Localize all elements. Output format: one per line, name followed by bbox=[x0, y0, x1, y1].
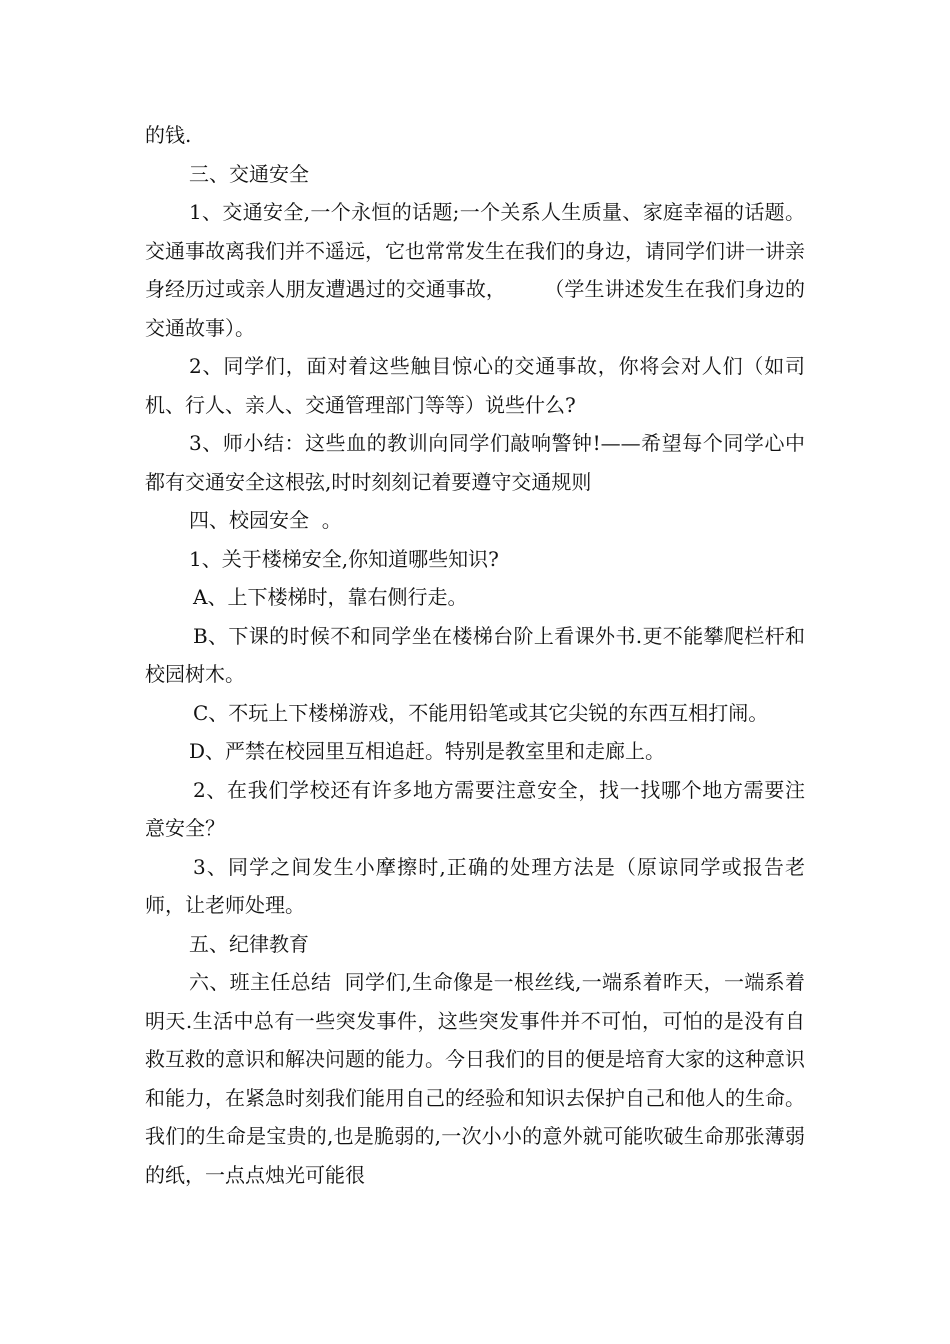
paragraph-traffic-2: 2、同学们，面对着这些触目惊心的交通事故，你将会对人们（如司机、行人、亲人、交通管理部门等等）说些什么? bbox=[145, 354, 805, 417]
paragraph-campus-2: 2、在我们学校还有许多地方需要注意安全，找一找哪个地方需要注意安全？ bbox=[145, 777, 805, 840]
paragraph-traffic-1: 1、交通安全,一个永恒的话题;一个关系人生质量、家庭幸福的话题。 交通事故离我们并不遥远，它也常常发生在我们的身边，请同学们讲一讲亲身经历过或亲人朋友遭遇过的交通事故， （学生讲述发生在我们身边的交通故事）。 bbox=[145, 200, 812, 340]
paragraph-campus-1: 1、关于楼梯安全,你知道哪些知识? bbox=[189, 546, 499, 571]
document-body bbox=[145, 116, 818, 1194]
paragraph-summary: 六、班主任总结 同学们,生命像是一根丝线,一端系着昨天，一端系着明天.生活中总有一些突发事件，这些突发事件并不可怕，可怕的是没有自救互救的意识和解决问题的能力。今日我们的目的便是培育大家的这种意识和能力，在紧急时刻我们能用自己的经验和知识去保护自己和他人的生命。 我们的生命是宝贵的,也是脆弱的,一次小小的意外就可能吹破生命那张薄弱的纸，一点点烛光可能很 bbox=[145, 970, 818, 1187]
list-item-a: A、上下楼梯时，靠右侧行走。 bbox=[193, 585, 468, 609]
section-heading-discipline: 五、纪律教育 bbox=[189, 931, 309, 956]
list-item-c: C、不玩上下楼梯游戏，不能用铅笔或其它尖锐的东西互相打闹。 bbox=[193, 700, 769, 725]
section-heading-campus-safety: 四、校园安全 。 bbox=[189, 508, 342, 532]
paragraph-campus-3: 3、同学之间发生小摩擦时,正确的处理方法是（原谅同学或报告老师，让老师处理。 bbox=[145, 854, 805, 917]
list-item-b: B、下课的时候不和同学坐在楼梯台阶上看课外书.更不能攀爬栏杆和校园树木。 bbox=[145, 623, 805, 686]
paragraph-continuation: 的钱. bbox=[145, 123, 192, 147]
section-heading-traffic-safety: 三、交通安全 bbox=[189, 161, 309, 186]
paragraph-traffic-3: 3、师小结：这些血的教训向同学们敲响警钟!——希望每个同学心中都有交通安全这根弦,时时刻刻记着要遵守交通规则 bbox=[145, 431, 805, 494]
list-item-d: D、严禁在校园里互相追赶。特别是教室里和走廊上。 bbox=[189, 739, 666, 763]
